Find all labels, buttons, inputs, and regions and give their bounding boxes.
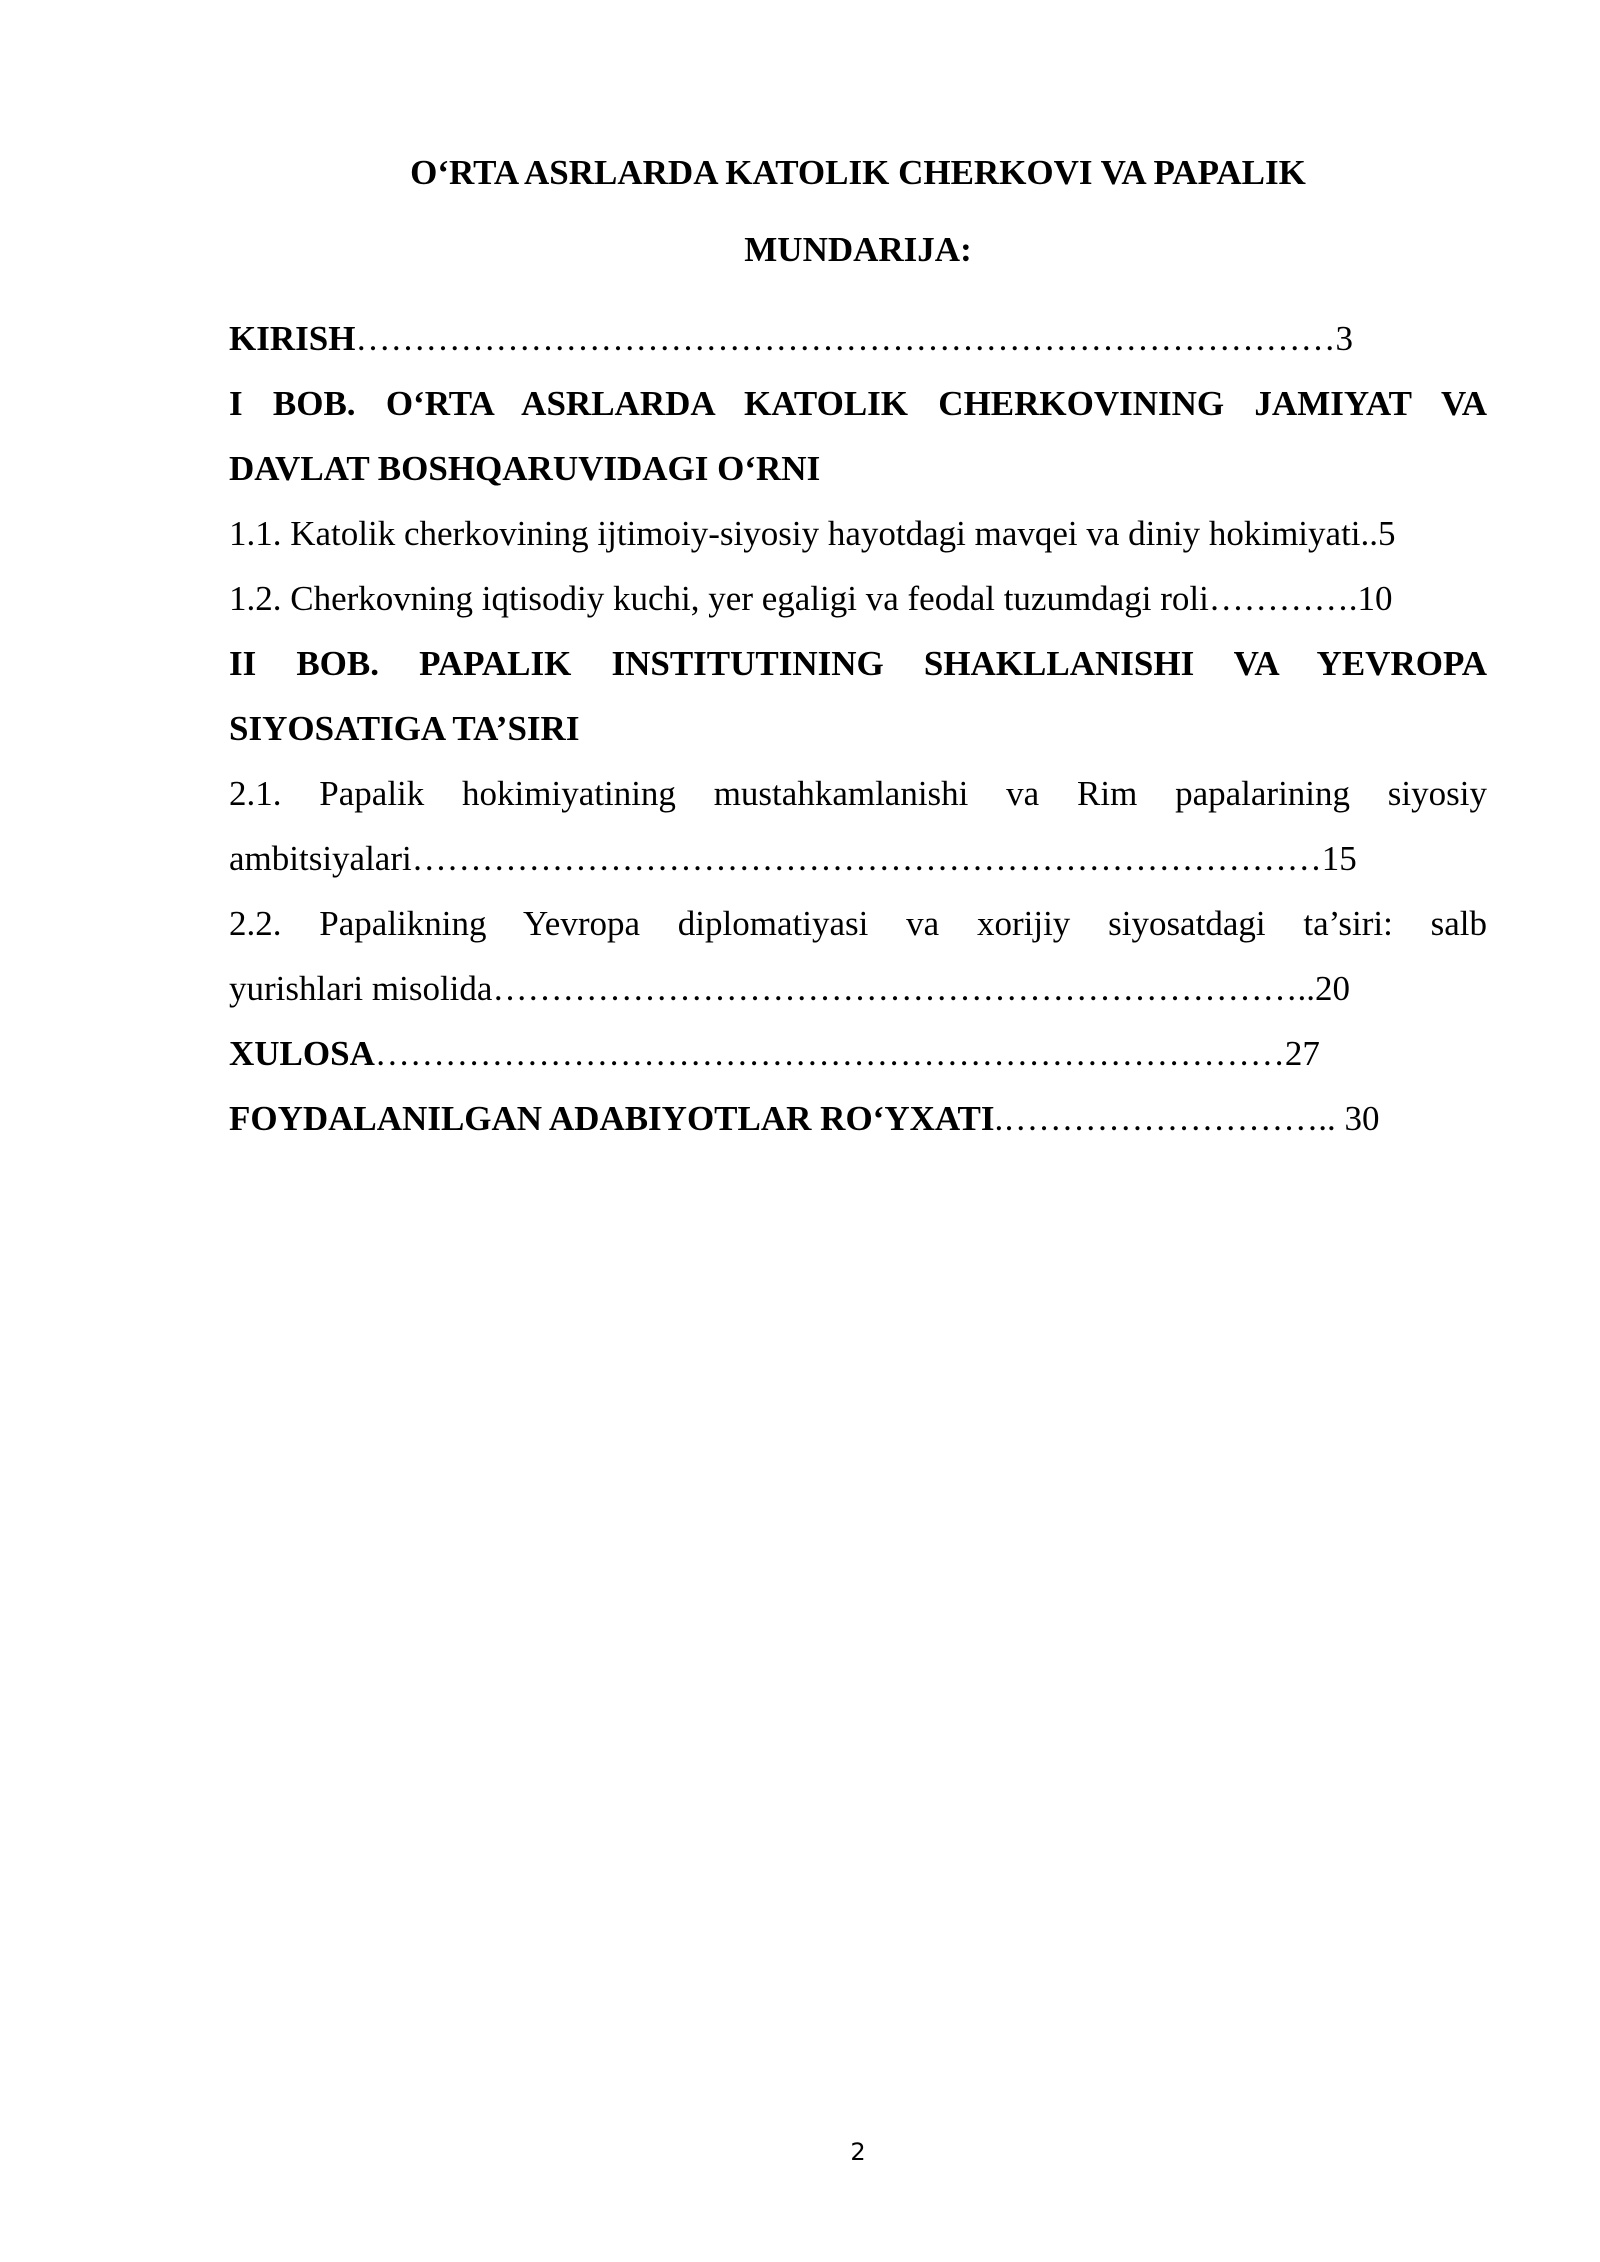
toc-leader-dots: …………………………………………………………………… xyxy=(374,1034,1285,1073)
toc-entry-label: KIRISH xyxy=(229,319,356,358)
toc-leader-dots: ………………………………………………………………………… xyxy=(355,319,1336,358)
toc-chapter-2-line-1: II BOB. PAPALIK INSTITUTINING SHAKLLANISHI VA YEVROPA xyxy=(229,644,1487,683)
toc-heading: MUNDARIJA: xyxy=(744,230,972,269)
toc-chapter-1-line-2: DAVLAT BOSHQARUVIDAGI O‘RNI xyxy=(229,449,821,488)
toc-chapter-1-line-1: I BOB. O‘RTA ASRLARDA KATOLIK CHERKOVINING JAMIYAT VA xyxy=(229,384,1487,423)
toc-entry-xulosa xyxy=(229,1021,1487,1086)
toc-entry-label: XULOSA xyxy=(229,1034,375,1073)
toc-page-number: 30 xyxy=(1344,1099,1380,1138)
toc-section-1-2: 1.2. Cherkovning iqtisodiy kuchi, yer egaligi va feodal tuzumdagi roli………….10 xyxy=(229,579,1393,618)
toc-entry-references xyxy=(229,1086,1487,1151)
page-number: 2 xyxy=(850,2138,866,2166)
toc-leader-dots: .……………………….. xyxy=(994,1099,1345,1138)
toc-entry-label: FOYDALANILGAN ADABIYOTLAR RO‘YXATI xyxy=(229,1099,995,1138)
toc-section-2-2-line-2: yurishlari misolida……………………………………………………………..20 xyxy=(229,969,1350,1008)
toc-section-2-1-line-1: 2.1. Papalik hokimiyatining mustahkamlanishi va Rim papalarining siyosiy xyxy=(229,774,1487,813)
toc-section-2-2-line-1: 2.2. Papalikning Yevropa diplomatiyasi va xorijiy siyosatdagi ta’siri: salb xyxy=(229,904,1487,943)
toc-page-number: 27 xyxy=(1284,1034,1320,1073)
table-of-contents xyxy=(229,306,1487,1151)
toc-section-2-1-line-2: ambitsiyalari……………………………………………………………………15 xyxy=(229,839,1357,878)
toc-page-number: 3 xyxy=(1335,319,1353,358)
toc-section-1-1: 1.1. Katolik cherkovining ijtimoiy-siyosiy hayotdagi mavqei va diniy hokimiyati..5 xyxy=(229,514,1396,553)
document-title: O‘RTA ASRLARDA KATOLIK CHERKOVI VA PAPALIK xyxy=(410,153,1306,192)
toc-chapter-2-line-2: SIYOSATIGA TA’SIRI xyxy=(229,709,580,748)
toc-entry-kirish xyxy=(229,306,1487,371)
